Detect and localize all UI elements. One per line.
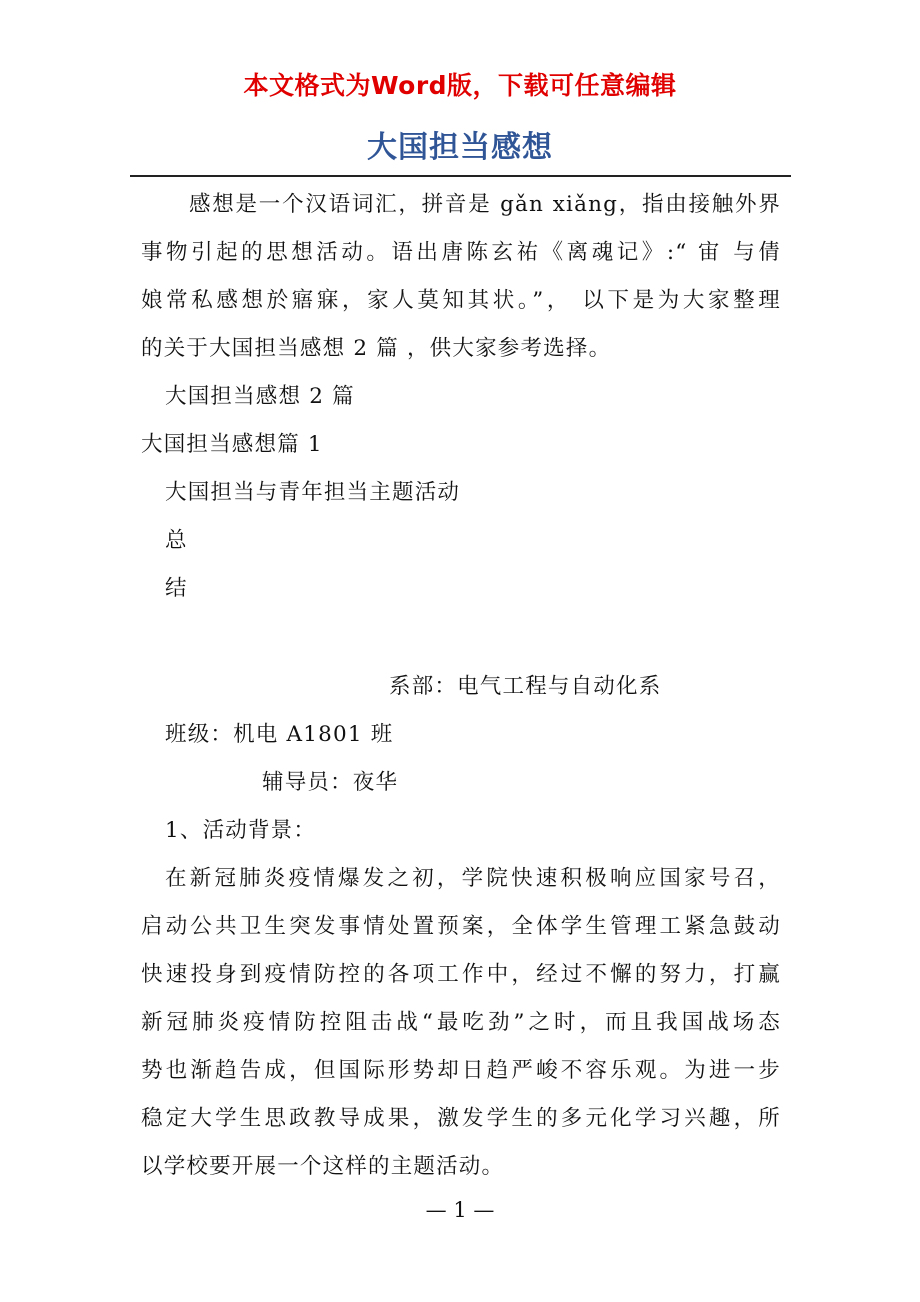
intro-line: 的关于大国担当感想 2 篇 ，供大家参考选择。 (141, 336, 612, 361)
subtitle: 大国担当感想 2 篇 (165, 384, 355, 409)
background-line: 稳定大学生思政教导成果，激发学生的多元化学习兴趣，所 (141, 1106, 781, 1131)
summary-char-2: 结 (165, 576, 188, 601)
background-line: 快速投身到疫情防控的各项工作中，经过不懈的努力，打赢 (141, 962, 781, 987)
department-line: 系部：电气工程与自动化系 (389, 674, 662, 699)
summary-char-1: 总 (165, 528, 188, 553)
background-line: 启动公共卫生突发事情处置预案，全体学生管理工紧急鼓动 (141, 914, 781, 939)
intro-line: 娘常私感想於寤寐，家人莫知其状。”， 以下是为大家整理 (141, 288, 781, 313)
background-line: 势也渐趋告成，但国际形势却日趋严峻不容乐观。为进一步 (141, 1058, 781, 1083)
page-number: — 1 — (425, 1198, 495, 1222)
activity-title: 大国担当与青年担当主题活动 (165, 480, 461, 505)
class-line: 班级：机电 A1801 班 (165, 722, 394, 747)
background-line: 以学校要开展一个这样的主题活动。 (141, 1154, 505, 1179)
counselor-line: 辅导员：夜华 (262, 770, 399, 795)
background-heading: 1、活动背景： (165, 818, 317, 843)
document-title: 大国担当感想 (367, 130, 553, 165)
background-line: 新冠肺炎疫情防控阻击战“最吃劲”之时，而且我国战场态 (141, 1010, 781, 1035)
intro-line: 感想是一个汉语词汇，拼音是 gǎn xiǎng，指由接触外界 (189, 192, 781, 217)
format-banner: 本文格式为Word版，下载可任意编辑 (243, 71, 677, 100)
title-divider (130, 175, 791, 177)
background-line: 在新冠肺炎疫情爆发之初，学院快速积极响应国家号召， (165, 866, 781, 891)
section-heading: 大国担当感想篇 1 (141, 432, 323, 457)
intro-line: 事物引起的思想活动。语出唐陈玄祐《离魂记》:“ 宙 与倩 (141, 240, 781, 265)
